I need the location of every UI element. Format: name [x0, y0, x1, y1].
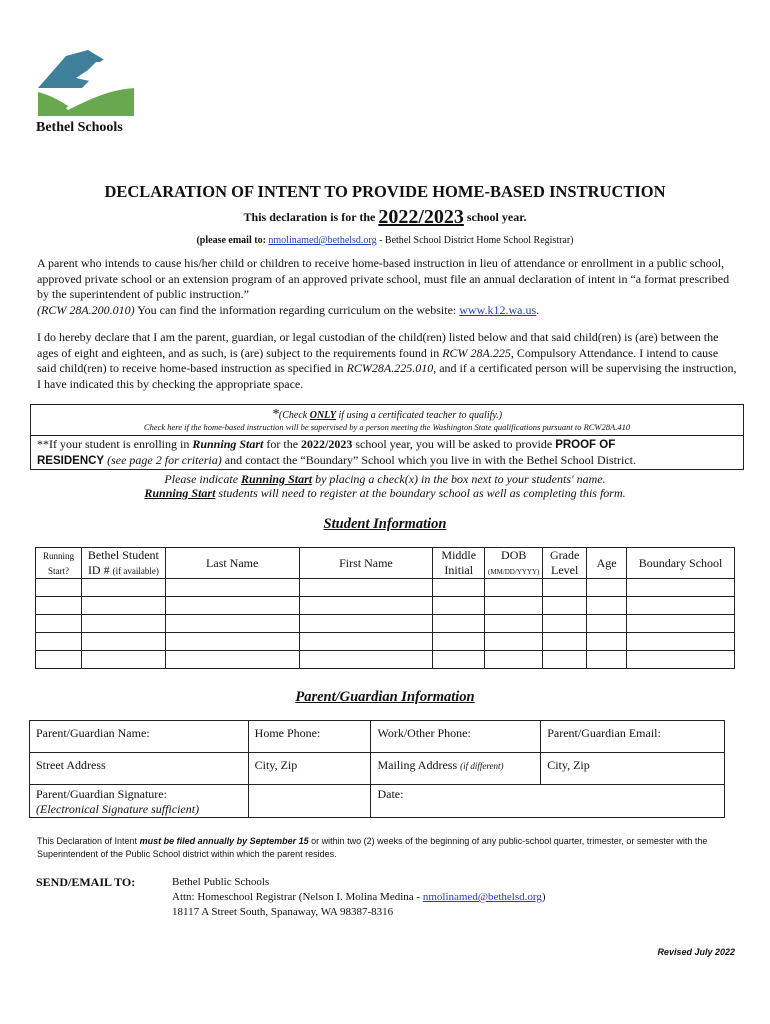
last-name-cell[interactable] — [165, 615, 299, 633]
registrar-email-link-footer[interactable]: nmolinamed@bethelsd.org — [422, 891, 542, 903]
last-name-cell[interactable] — [165, 579, 299, 597]
street-address-field[interactable]: Street Address — [30, 753, 249, 785]
table-row — [36, 633, 735, 651]
certification-box — [30, 404, 744, 470]
col-grade-level: Grade Level — [543, 548, 587, 579]
last-name-cell[interactable] — [165, 597, 299, 615]
col-running-start: Running Start? — [36, 548, 82, 579]
student-info-heading: Student Information — [323, 516, 447, 532]
parent-name-field[interactable]: Parent/Guardian Name: — [30, 721, 249, 753]
grade-cell[interactable] — [543, 651, 587, 669]
first-name-cell[interactable] — [299, 633, 433, 651]
middle-initial-cell[interactable] — [433, 579, 485, 597]
box-divider — [31, 435, 743, 436]
date-field[interactable]: Date: — [371, 785, 725, 818]
running-start-cell[interactable] — [36, 633, 82, 651]
student-id-cell[interactable] — [81, 615, 165, 633]
col-boundary-school: Boundary School — [627, 548, 735, 579]
work-phone-field[interactable]: Work/Other Phone: — [371, 721, 541, 753]
table-row — [36, 615, 735, 633]
parent-row-address — [30, 753, 725, 785]
check-instruction: *(Check ONLY if using a certificated teacher to qualify.) — [271, 407, 503, 422]
col-age: Age — [587, 548, 627, 579]
grade-cell[interactable] — [543, 633, 587, 651]
running-start-notice: **If your student is enrolling in Running Start for the 2022/2023 school year, you will be asked to provide PROOF OF RESIDENCY (see page 2 for criteria) and contact the “Boundary” School which you live in with the Bethel School District. — [37, 437, 636, 467]
mailing-address-block: Bethel Public Schools Attn: Homeschool Registrar (Nelson I. Molina Medina - nmolinamed@bethelsd.org) 18117 A Street South, Spanaway, WA 98387-8316 — [172, 876, 546, 918]
city-zip-field[interactable]: City, Zip — [248, 753, 371, 785]
parent-info-heading: Parent/Guardian Information — [295, 689, 475, 705]
mailing-city-zip-field[interactable]: City, Zip — [541, 753, 725, 785]
grade-cell[interactable] — [543, 615, 587, 633]
col-first-name: First Name — [299, 548, 433, 579]
home-phone-field[interactable]: Home Phone: — [248, 721, 371, 753]
col-middle-initial: Middle Initial — [433, 548, 485, 579]
col-dob: DOB (MM/DD/YYYY) — [485, 548, 543, 579]
first-name-cell[interactable] — [299, 597, 433, 615]
dob-cell[interactable] — [485, 615, 543, 633]
page-title: DECLARATION OF INTENT TO PROVIDE HOME-BASED INSTRUCTION — [104, 182, 666, 201]
mailing-address-field[interactable]: Mailing Address (if different) — [371, 753, 541, 785]
first-name-cell[interactable] — [299, 579, 433, 597]
dob-cell[interactable] — [485, 597, 543, 615]
signature-field[interactable]: Parent/Guardian Signature: (Electronical Signature sufficient) — [30, 785, 249, 818]
grade-cell[interactable] — [543, 597, 587, 615]
boundary-school-cell[interactable] — [627, 633, 735, 651]
table-row — [36, 651, 735, 669]
signature-field-extension[interactable] — [248, 785, 371, 818]
age-cell[interactable] — [587, 597, 627, 615]
last-name-cell[interactable] — [165, 651, 299, 669]
middle-initial-cell[interactable] — [433, 651, 485, 669]
registrar-email-link[interactable]: nmolinamed@bethelsd.org — [268, 235, 377, 246]
student-table — [35, 547, 735, 669]
middle-initial-cell[interactable] — [433, 633, 485, 651]
running-start-cell[interactable] — [36, 651, 82, 669]
boundary-school-cell[interactable] — [627, 597, 735, 615]
col-last-name: Last Name — [165, 548, 299, 579]
running-start-cell[interactable] — [36, 579, 82, 597]
age-cell[interactable] — [587, 579, 627, 597]
middle-initial-cell[interactable] — [433, 615, 485, 633]
org-name: Bethel Schools — [36, 120, 123, 135]
parent-table — [29, 720, 725, 818]
send-email-label: SEND/EMAIL TO: — [36, 875, 136, 889]
filing-deadline-note: This Declaration of Intent must be filed annually by September 15 or within two (2) weeks of the beginning of any public-school quarter, trimester, or semester with the Superintendent of the Public School district within which the parent resides. — [37, 836, 708, 859]
boundary-school-cell[interactable] — [627, 615, 735, 633]
registrar-email-line: (please email to: nmolinamed@bethelsd.org - Bethel School District Home School Registrar) — [196, 235, 574, 246]
running-start-cell[interactable] — [36, 597, 82, 615]
student-table-header — [36, 548, 735, 579]
running-start-registration-note: Running Start students will need to register at the boundary school as well as completing this form. — [144, 486, 626, 500]
school-year: 2022/2023 — [378, 206, 464, 228]
revision-date: Revised July 2022 — [657, 947, 735, 957]
middle-initial-cell[interactable] — [433, 597, 485, 615]
student-id-cell[interactable] — [81, 579, 165, 597]
table-row — [36, 597, 735, 615]
declaration-paragraph: I do hereby declare that I am the parent, guardian, or legal custodian of the child(ren) listed below and that said child(ren) is (are) between the ages of eight and eighteen, and as such, is (are) subject to the requirements found in RCW 28A.225, Compulsory Attendance. I intend to cause said child(ren) to receive home-based instruction as specified in RCW28A.225.010, and if a certificated person will be supervising the instruction, I have indicated this by checking the appropriate space. — [37, 330, 737, 391]
dob-cell[interactable] — [485, 651, 543, 669]
student-id-cell[interactable] — [81, 597, 165, 615]
student-id-cell[interactable] — [81, 651, 165, 669]
first-name-cell[interactable] — [299, 651, 433, 669]
certified-teacher-checkbox-line[interactable]: Check here if the home-based instruction will be supervised by a person meeting the Washington State qualifications pursuant to RCW28A.410 — [143, 422, 631, 432]
table-row — [36, 579, 735, 597]
parent-row-contact — [30, 721, 725, 753]
last-name-cell[interactable] — [165, 633, 299, 651]
grade-cell[interactable] — [543, 579, 587, 597]
first-name-cell[interactable] — [299, 615, 433, 633]
col-student-id: Bethel Student ID # (if available) — [81, 548, 165, 579]
age-cell[interactable] — [587, 615, 627, 633]
bethel-schools-logo — [36, 48, 136, 116]
parent-email-field[interactable]: Parent/Guardian Email: — [541, 721, 725, 753]
age-cell[interactable] — [587, 633, 627, 651]
parent-row-signature — [30, 785, 725, 818]
boundary-school-cell[interactable] — [627, 651, 735, 669]
intro-paragraph: A parent who intends to cause his/her child or children to receive home-based instruction in lieu of attendance or enrollment in a public school, approved private school or an extension program of an approved private school, must file an annual declaration of intent in “a format prescribed by the superintendent of public instruction.” (RCW 28A.200.010) You can find the information regarding curriculum on the website: www.k12.wa.us. — [37, 256, 730, 317]
age-cell[interactable] — [587, 651, 627, 669]
running-start-cell[interactable] — [36, 615, 82, 633]
website-link[interactable]: www.k12.wa.us — [459, 302, 537, 317]
running-start-note: Please indicate Running Start by placing a check(x) in the box next to your students' name. — [164, 472, 606, 486]
dob-cell[interactable] — [485, 579, 543, 597]
boundary-school-cell[interactable] — [627, 579, 735, 597]
student-id-cell[interactable] — [81, 633, 165, 651]
school-year-line: This declaration is for the 2022/2023 school year. — [243, 206, 527, 228]
dob-cell[interactable] — [485, 633, 543, 651]
